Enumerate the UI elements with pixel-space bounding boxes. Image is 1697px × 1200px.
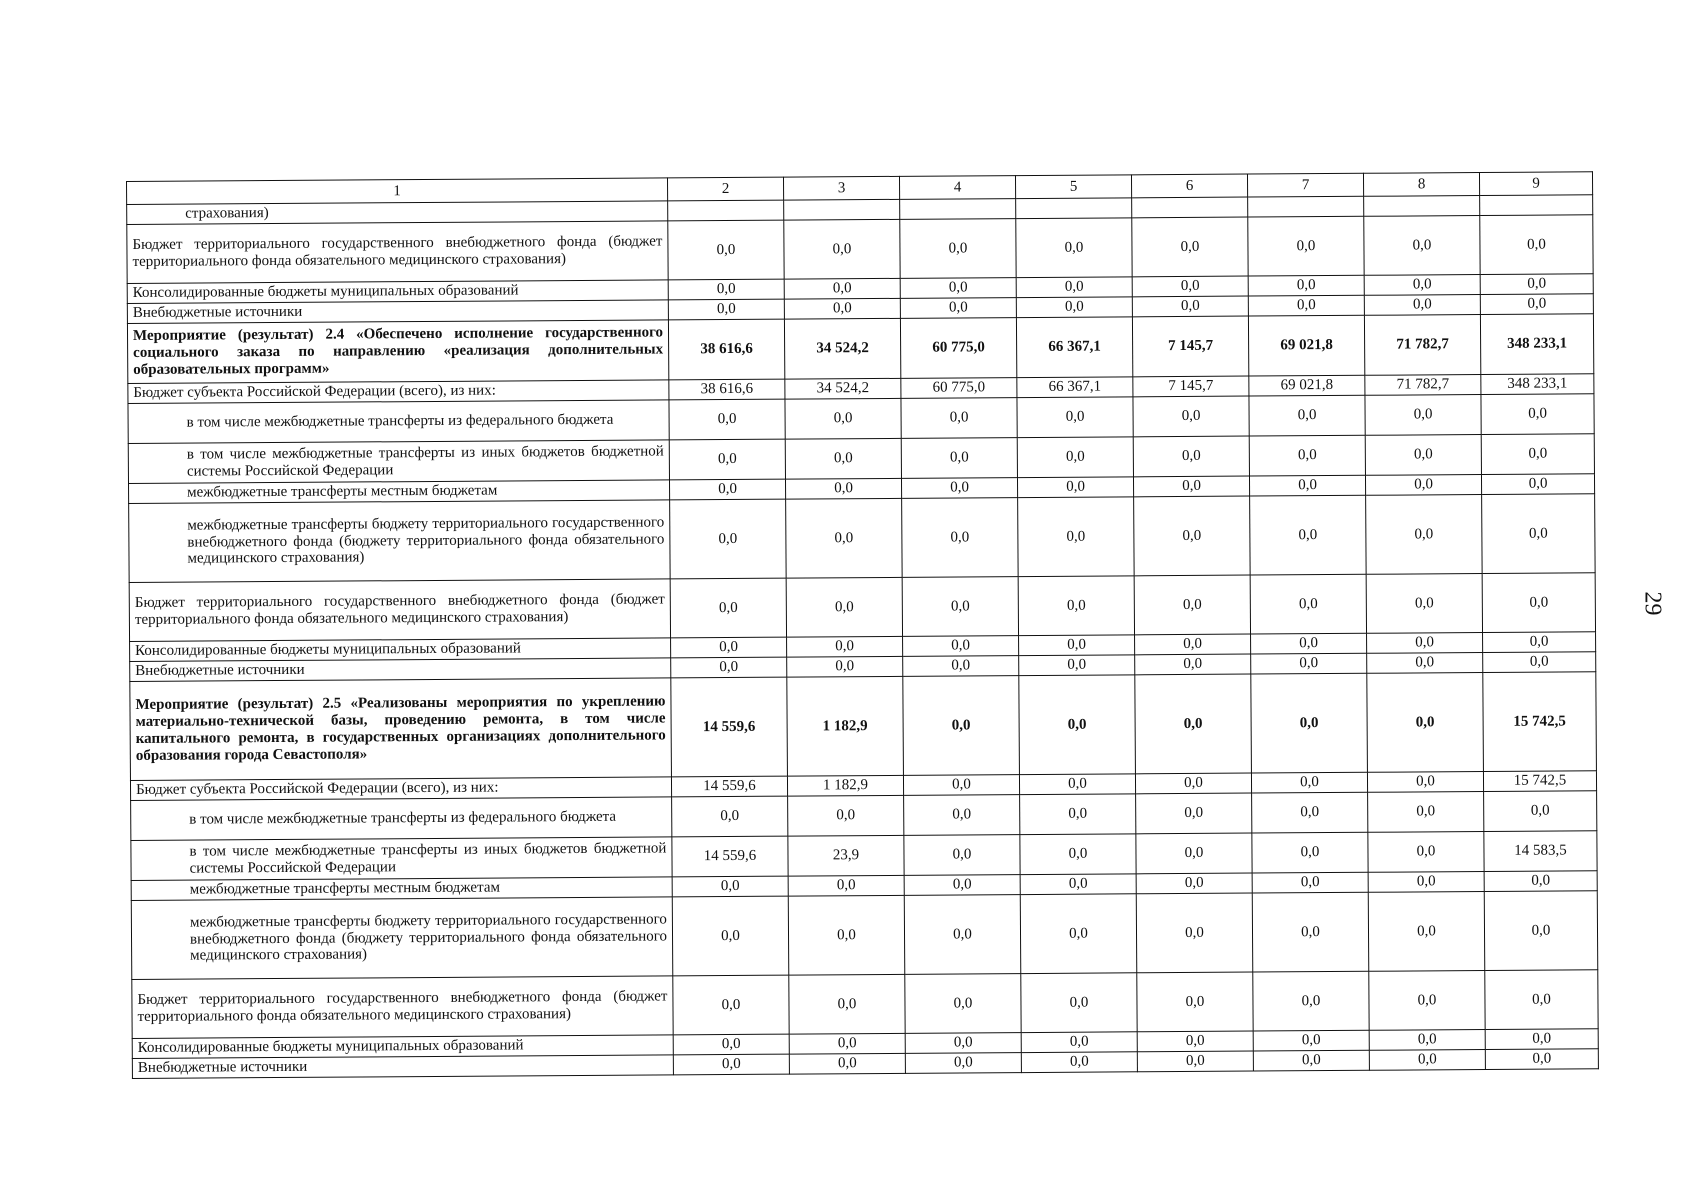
value-cell: 0,0: [903, 775, 1019, 796]
value-cell: 0,0: [669, 399, 785, 440]
value-cell: 0,0: [668, 299, 784, 320]
value-cell: 0,0: [1021, 1052, 1137, 1073]
value-cell: 0,0: [1016, 277, 1132, 298]
value-cell: 0,0: [1251, 673, 1368, 773]
value-cell: 0,0: [1364, 216, 1480, 276]
value-cell: 0,0: [1020, 874, 1136, 895]
value-cell: 0,0: [1252, 792, 1368, 833]
value-cell: 0,0: [1135, 773, 1251, 794]
value-cell: 0,0: [1485, 1029, 1598, 1050]
value-cell: 0,0: [1136, 833, 1252, 874]
value-cell: 0,0: [1365, 395, 1481, 436]
value-cell: 0,0: [1137, 972, 1253, 1032]
value-cell: 0,0: [1253, 1050, 1369, 1071]
value-cell: 0,0: [1018, 576, 1134, 636]
value-cell: 0,0: [903, 656, 1019, 677]
value-cell: 71 782,7: [1364, 315, 1480, 376]
value-cell: 0,0: [1135, 654, 1251, 675]
value-cell: 0,0: [1480, 294, 1593, 315]
row-label: межбюджетные трансферты местным бюджетам: [129, 480, 670, 504]
value-cell: 0,0: [1483, 632, 1596, 653]
table-row: [127, 314, 1593, 384]
value-cell: 0,0: [787, 656, 903, 677]
value-cell: 0,0: [788, 895, 905, 975]
value-cell: 0,0: [668, 279, 784, 300]
table-row: [127, 215, 1593, 284]
value-cell: 0,0: [1484, 871, 1597, 892]
value-cell: 0,0: [904, 795, 1020, 836]
value-cell: 0,0: [1484, 791, 1597, 832]
value-cell: 0,0: [1369, 971, 1485, 1031]
value-cell: 0,0: [1132, 276, 1248, 297]
value-cell: 0,0: [1248, 275, 1364, 296]
value-cell: 0,0: [1367, 673, 1484, 773]
value-cell: 0,0: [1135, 634, 1251, 655]
column-header: 3: [783, 176, 899, 200]
value-cell: 0,0: [1248, 216, 1364, 276]
value-cell: 0,0: [1484, 891, 1598, 971]
value-cell: 0,0: [1366, 495, 1483, 575]
value-cell: 0,0: [786, 498, 903, 578]
value-cell: 0,0: [785, 438, 901, 479]
value-cell: 0,0: [1249, 435, 1365, 476]
value-cell: 0,0: [1021, 973, 1137, 1033]
value-cell: 0,0: [1485, 970, 1598, 1030]
value-cell: [1364, 196, 1480, 217]
value-cell: [1248, 196, 1364, 217]
value-cell: 0,0: [1020, 834, 1136, 875]
value-cell: 0,0: [1133, 396, 1249, 437]
value-cell: 0,0: [902, 498, 1019, 578]
value-cell: 14 559,6: [672, 836, 788, 877]
column-header: 8: [1363, 173, 1479, 197]
value-cell: 0,0: [900, 219, 1016, 279]
value-cell: 0,0: [788, 795, 904, 836]
column-header: 7: [1247, 173, 1363, 197]
column-header: 4: [899, 176, 1015, 200]
value-cell: 0,0: [784, 278, 900, 299]
value-cell: 0,0: [1020, 794, 1136, 835]
value-cell: 0,0: [1019, 774, 1135, 795]
column-header: 1: [127, 178, 668, 205]
value-cell: 0,0: [1481, 434, 1594, 475]
value-cell: 0,0: [671, 657, 787, 678]
row-label: Бюджет территориального государственного внебюджетного фонда (бюджет территориального фонда обязательного медицинского страхования): [132, 976, 673, 1039]
value-cell: 0,0: [672, 896, 789, 976]
value-cell: 0,0: [673, 1034, 789, 1055]
value-cell: [784, 199, 900, 220]
value-cell: 0,0: [1251, 772, 1367, 793]
value-cell: 0,0: [1135, 674, 1252, 774]
column-header: 5: [1015, 175, 1131, 199]
value-cell: 0,0: [1367, 772, 1483, 793]
value-cell: 0,0: [1368, 872, 1484, 893]
value-cell: 23,9: [788, 835, 904, 876]
value-cell: 0,0: [904, 875, 1020, 896]
value-cell: 0,0: [1480, 215, 1593, 275]
value-cell: 0,0: [1250, 574, 1366, 634]
table-row: [132, 970, 1598, 1039]
value-cell: 0,0: [671, 637, 787, 658]
value-cell: 0,0: [1482, 573, 1595, 633]
row-label: Внебюджетные источники: [127, 300, 668, 324]
value-cell: 0,0: [1366, 574, 1482, 634]
row-label: в том числе межбюджетные трансферты из федерального бюджета: [128, 400, 669, 444]
value-cell: 0,0: [1017, 437, 1133, 478]
value-cell: 0,0: [1253, 1030, 1369, 1051]
value-cell: 0,0: [1020, 894, 1137, 974]
value-cell: 0,0: [1250, 495, 1367, 575]
table-row: [129, 494, 1595, 583]
row-label: Внебюджетные источники: [132, 1055, 673, 1079]
budget-table-sheet: [126, 171, 1598, 1079]
value-cell: 0,0: [670, 499, 787, 579]
value-cell: 1 182,9: [787, 775, 903, 796]
value-cell: 0,0: [1137, 1031, 1253, 1052]
value-cell: 0,0: [1253, 971, 1369, 1031]
value-cell: 15 742,5: [1483, 672, 1597, 772]
value-cell: 0,0: [1368, 892, 1485, 972]
value-cell: 0,0: [1249, 475, 1365, 496]
value-cell: 0,0: [1133, 476, 1249, 497]
value-cell: 0,0: [784, 219, 900, 279]
value-cell: 0,0: [1481, 394, 1594, 435]
row-label: межбюджетные трансферты бюджету территориального государственного внебюджетного фонда (бюджету территориального фонда обязательного медицинского страхования): [131, 897, 673, 980]
value-cell: 38 616,6: [668, 319, 784, 380]
budget-table: [126, 171, 1599, 1079]
value-cell: 0,0: [785, 478, 901, 499]
value-cell: [668, 200, 784, 221]
value-cell: 0,0: [901, 398, 1017, 439]
value-cell: 0,0: [788, 875, 904, 896]
value-cell: 348 233,1: [1480, 314, 1593, 375]
value-cell: 7 145,7: [1133, 376, 1249, 397]
value-cell: 0,0: [1369, 1030, 1485, 1051]
value-cell: 0,0: [789, 1053, 905, 1074]
value-cell: 0,0: [1482, 494, 1596, 574]
value-cell: 0,0: [1368, 832, 1484, 873]
row-label: Бюджет субъекта Российской Федерации (всего), из них:: [130, 777, 671, 801]
value-cell: 0,0: [1365, 435, 1481, 476]
row-label: Бюджет территориального государственного внебюджетного фонда (бюджет территориального фонда обязательного медицинского страхования): [127, 221, 668, 284]
value-cell: 0,0: [785, 398, 901, 439]
value-cell: 0,0: [1021, 1032, 1137, 1053]
value-cell: [1132, 197, 1248, 218]
value-cell: 0,0: [904, 835, 1020, 876]
row-label: в том числе межбюджетные трансферты из иных бюджетов бюджетной системы Российской Федерации: [128, 440, 669, 484]
value-cell: 1 182,9: [787, 676, 904, 776]
value-cell: 0,0: [1252, 872, 1368, 893]
value-cell: 0,0: [1251, 633, 1367, 654]
value-cell: 0,0: [789, 974, 905, 1034]
value-cell: 0,0: [1481, 474, 1594, 495]
column-header: 2: [667, 177, 783, 201]
value-cell: 0,0: [1249, 395, 1365, 436]
value-cell: 0,0: [1136, 873, 1252, 894]
value-cell: 0,0: [1136, 893, 1253, 973]
row-label: Мероприятие (результат) 2.4 «Обеспечено исполнение государственного социального заказа по направлению «реализация дополнительных образовательных программ»: [127, 320, 668, 384]
value-cell: 0,0: [669, 479, 785, 500]
table-row: [131, 891, 1597, 980]
value-cell: 0,0: [672, 876, 788, 897]
value-cell: 0,0: [787, 636, 903, 657]
row-label: Бюджет субъекта Российской Федерации (всего), из них:: [128, 380, 669, 404]
row-label: Консолидированные бюджеты муниципальных образований: [127, 280, 668, 304]
value-cell: 0,0: [670, 578, 786, 638]
value-cell: 0,0: [784, 298, 900, 319]
value-cell: [1016, 198, 1132, 219]
value-cell: 0,0: [1017, 397, 1133, 438]
value-cell: 0,0: [1483, 652, 1596, 673]
value-cell: [900, 199, 1016, 220]
value-cell: 0,0: [905, 974, 1021, 1034]
value-cell: 0,0: [1365, 475, 1481, 496]
value-cell: 0,0: [786, 577, 902, 637]
row-label: межбюджетные трансферты местным бюджетам: [131, 877, 672, 901]
value-cell: 0,0: [1016, 218, 1132, 278]
row-label: страхования): [127, 201, 668, 225]
value-cell: 0,0: [901, 438, 1017, 479]
value-cell: 14 559,6: [671, 776, 787, 797]
value-cell: 0,0: [1485, 1049, 1598, 1070]
value-cell: 0,0: [1364, 275, 1480, 296]
value-cell: 0,0: [901, 478, 1017, 499]
value-cell: 60 775,0: [901, 378, 1017, 399]
table-row: [129, 573, 1595, 642]
row-label: Мероприятие (результат) 2.5 «Реализованы мероприятия по укреплению материально-технической базы, проведению ремонта, в том числе капитального ремонта, в государственных организациях дополнительного образования города Севастополя»: [130, 678, 672, 781]
value-cell: 0,0: [673, 975, 789, 1035]
column-header: 6: [1131, 174, 1247, 198]
value-cell: 0,0: [669, 439, 785, 480]
value-cell: 0,0: [1252, 832, 1368, 873]
value-cell: 0,0: [1134, 496, 1251, 576]
value-cell: 38 616,6: [669, 379, 785, 400]
value-cell: 7 145,7: [1132, 316, 1248, 377]
value-cell: 0,0: [1018, 497, 1135, 577]
table-body: [127, 195, 1599, 1079]
value-cell: 0,0: [673, 1054, 789, 1075]
row-label: межбюджетные трансферты бюджету территориального государственного внебюджетного фонда (бюджету территориального фонда обязательного медицинского страхования): [129, 500, 671, 583]
value-cell: 0,0: [1133, 436, 1249, 477]
value-cell: 0,0: [903, 676, 1020, 776]
value-cell: 0,0: [1368, 792, 1484, 833]
value-cell: 0,0: [1017, 477, 1133, 498]
value-cell: 0,0: [1367, 633, 1483, 654]
value-cell: 0,0: [1134, 575, 1250, 635]
row-label: в том числе межбюджетные трансферты из иных бюджетов бюджетной системы Российской Федерации: [131, 837, 672, 881]
value-cell: 14 583,5: [1484, 831, 1597, 872]
value-cell: 66 367,1: [1016, 317, 1132, 378]
value-cell: 0,0: [1016, 297, 1132, 318]
value-cell: 69 021,8: [1248, 315, 1364, 376]
row-label: Внебюджетные источники: [130, 658, 671, 682]
value-cell: 15 742,5: [1483, 771, 1596, 792]
value-cell: 14 559,6: [671, 677, 788, 777]
value-cell: 0,0: [905, 1053, 1021, 1074]
value-cell: 0,0: [903, 636, 1019, 657]
value-cell: 0,0: [1367, 653, 1483, 674]
value-cell: 34 524,2: [785, 378, 901, 399]
value-cell: 0,0: [668, 220, 784, 280]
value-cell: 60 775,0: [900, 318, 1016, 379]
value-cell: 71 782,7: [1365, 375, 1481, 396]
value-cell: 0,0: [902, 577, 1018, 637]
value-cell: 0,0: [905, 1033, 1021, 1054]
value-cell: 0,0: [900, 278, 1016, 299]
value-cell: 0,0: [789, 1033, 905, 1054]
value-cell: 348 233,1: [1481, 374, 1594, 395]
value-cell: 0,0: [1364, 295, 1480, 316]
row-label: Консолидированные бюджеты муниципальных образований: [130, 638, 671, 662]
value-cell: 0,0: [1019, 675, 1136, 775]
value-cell: 0,0: [904, 895, 1021, 975]
page-number: 29: [1639, 591, 1666, 616]
row-label: в том числе межбюджетные трансферты из федерального бюджета: [131, 797, 672, 841]
value-cell: [1480, 195, 1593, 216]
value-cell: 0,0: [1132, 217, 1248, 277]
value-cell: 0,0: [1132, 296, 1248, 317]
table-row: [130, 672, 1597, 781]
value-cell: 0,0: [1369, 1050, 1485, 1071]
column-header: 9: [1479, 172, 1592, 196]
value-cell: 0,0: [1136, 793, 1252, 834]
value-cell: 0,0: [1252, 892, 1369, 972]
value-cell: 0,0: [1019, 635, 1135, 656]
value-cell: 0,0: [900, 298, 1016, 319]
row-label: Бюджет территориального государственного внебюджетного фонда (бюджет территориального фонда обязательного медицинского страхования): [129, 579, 670, 642]
value-cell: 69 021,8: [1249, 375, 1365, 396]
value-cell: 0,0: [672, 796, 788, 837]
value-cell: 0,0: [1019, 655, 1135, 676]
value-cell: 0,0: [1248, 295, 1364, 316]
value-cell: 0,0: [1480, 274, 1593, 295]
value-cell: 0,0: [1137, 1051, 1253, 1072]
value-cell: 34 524,2: [784, 318, 900, 379]
value-cell: 66 367,1: [1017, 377, 1133, 398]
value-cell: 0,0: [1251, 653, 1367, 674]
row-label: Консолидированные бюджеты муниципальных образований: [132, 1035, 673, 1059]
